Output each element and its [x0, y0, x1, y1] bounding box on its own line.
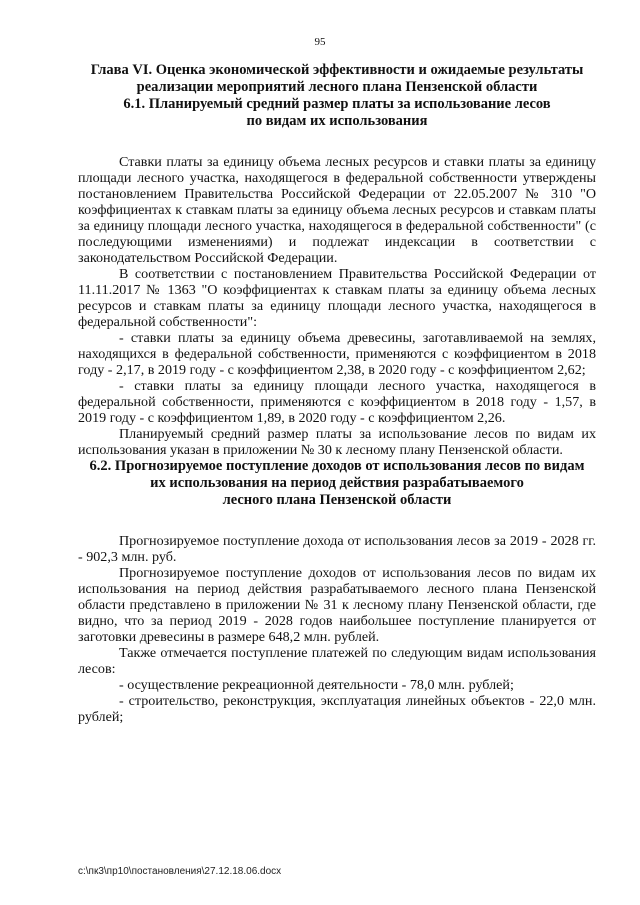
section-6-1-list-item-1: - ставки платы за единицу объема древесины, заготавливаемой на землях, находящихся в федеральной собственности, применяются с коэффициентом в 2018 году - 2,17, в 2019 году - с коэффициентом 2,38, в 2020 году - с коэффициентом 2,62; [78, 330, 596, 378]
section-6-2-paragraph-2: Прогнозируемое поступление доходов от использования лесов по видам их использования на период действия разрабатываемого лесного плана Пензенской области представлено в приложении № 31 к лесному плану Пензенской области, где видно, что за период 2019 - 2028 годов наибольшее поступление планируется от заготовки древесины в размере 648,2 млн. рублей. [78, 565, 596, 645]
section-6-1-paragraph-2: В соответствии с постановлением Правительства Российской Федерации от 11.11.2017 № 1363 "О коэффициентах к ставкам платы за единицу объема лесных ресурсов и ставкам платы за единицу площади лесного участка, находящегося в федеральной собственности": [78, 266, 596, 330]
section-6-2-list-item-1: - осуществление рекреационной деятельности - 78,0 млн. рублей; [119, 677, 514, 693]
section-6-2-title-line-2: их использования на период действия разрабатываемого [150, 475, 524, 491]
section-6-2-title-line-1: 6.2. Прогнозируемое поступление доходов от использования лесов по видам [89, 458, 585, 474]
section-6-1-title-line-1: 6.1. Планируемый средний размер платы за использование лесов [123, 96, 551, 112]
section-6-2-title [78, 458, 596, 509]
section-6-2-paragraph-1: Прогнозируемое поступление дохода от использования лесов за 2019 - 2028 гг. - 902,3 млн. руб. [78, 533, 596, 565]
chapter-title-line-2: реализации мероприятий лесного плана Пензенской области [136, 79, 538, 95]
chapter-title-line-1: Глава VI. Оценка экономической эффективности и ожидаемые результаты [90, 62, 584, 78]
section-6-1-paragraph-3: Планируемый средний размер платы за использование лесов по видам их использования указан в приложении № 30 к лесному плану Пензенской области. [78, 426, 596, 458]
section-6-1-title [78, 96, 596, 130]
chapter-title [78, 62, 596, 96]
section-6-2-paragraph-3: Также отмечается поступление платежей по следующим видам использования лесов: [78, 645, 596, 677]
section-6-2-title-line-3: лесного плана Пензенской области [222, 492, 452, 508]
page-number: 95 [314, 36, 326, 48]
section-6-1-title-line-2: по видам их использования [246, 113, 428, 129]
file-path-footer: c:\пк3\пр10\постановления\27.12.18.06.docx [78, 866, 282, 877]
section-6-1-list-item-2: - ставки платы за единицу площади лесного участка, находящегося в федеральной собственности, применяются с коэффициентом в 2018 году - 1,57, в 2019 году - с коэффициентом 1,89, в 2020 году - с коэффициентом 2,26. [78, 378, 596, 426]
section-6-2-list-item-2: - строительство, реконструкция, эксплуатация линейных объектов - 22,0 млн. рублей; [78, 693, 596, 725]
section-6-1-paragraph-1: Ставки платы за единицу объема лесных ресурсов и ставки платы за единицу площади лесного участка, находящегося в федеральной собственности утверждены постановлением Правительства Российской Федерации от 22.05.2007 № 310 "О коэффициентах к ставкам платы за единицу объема лесных ресурсов и ставкам платы за единицу площади лесного участка, находящегося в федеральной собственности" (с последующими изменениями) и подлежат индексации в соответствии с законодательством Российской Федерации. [78, 154, 596, 266]
page-content [78, 62, 596, 725]
